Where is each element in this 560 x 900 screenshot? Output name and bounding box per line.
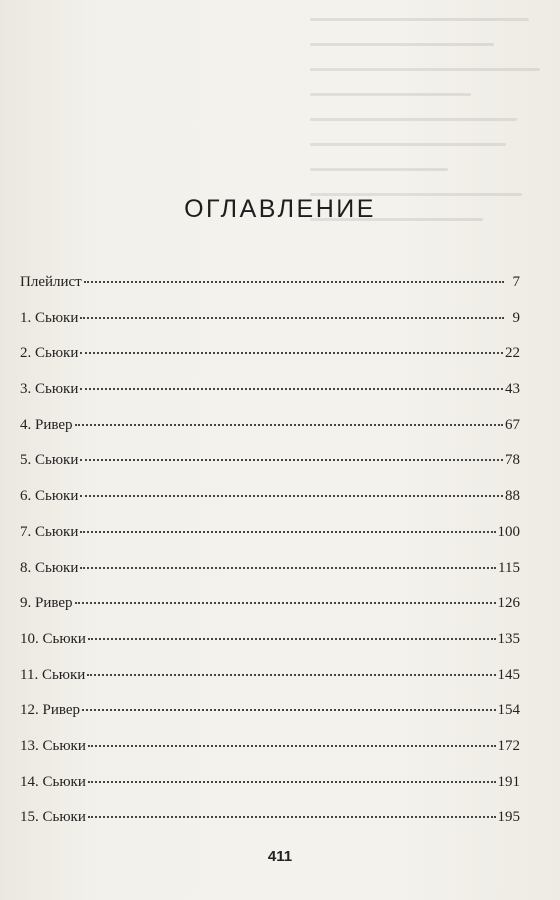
toc-entry-page: 22 — [505, 345, 520, 362]
dot-leader — [88, 745, 496, 747]
dot-leader — [82, 709, 495, 711]
dot-leader — [80, 352, 503, 354]
toc-entry-label: 1. Сьюки — [20, 309, 79, 326]
dot-leader — [88, 638, 496, 640]
toc-entry-page: 154 — [497, 702, 520, 719]
toc-entry-page: 88 — [505, 488, 520, 505]
dot-leader — [75, 602, 496, 604]
toc-entry-page: 67 — [505, 416, 520, 433]
toc-entry — [20, 774, 520, 810]
toc-entry — [20, 524, 520, 560]
toc-entry-label: 15. Сьюки — [20, 809, 86, 826]
dot-leader — [75, 424, 503, 426]
dot-leader — [80, 317, 504, 319]
toc-entry — [20, 809, 520, 845]
toc-entry-page: 115 — [498, 559, 520, 576]
toc-entry-label: 12. Ривер — [20, 702, 81, 719]
toc-entry-label: 3. Сьюки — [20, 381, 79, 398]
toc-entry-label: 4. Ривер — [20, 416, 73, 433]
toc-entry-label: 9. Ривер — [20, 595, 73, 612]
toc-entry-label: 7. Сьюки — [20, 523, 79, 540]
toc-entry — [20, 381, 520, 417]
toc-entry-page: 43 — [505, 381, 520, 398]
page-title: ОГЛАВЛЕНИЕ — [184, 195, 376, 223]
toc-entry-page: 145 — [497, 666, 520, 683]
dot-leader — [80, 388, 503, 390]
dot-leader — [87, 674, 495, 676]
dot-leader — [80, 459, 503, 461]
toc-entry-label: 8. Сьюки — [20, 559, 79, 576]
toc-entry-page: 100 — [497, 523, 520, 540]
dot-leader — [80, 531, 495, 533]
toc-entry — [20, 595, 520, 631]
dot-leader — [84, 281, 504, 283]
toc-entry — [20, 345, 520, 381]
dot-leader — [80, 495, 503, 497]
toc-entry-label: 2. Сьюки — [20, 345, 79, 362]
toc-entry-page: 195 — [497, 809, 520, 826]
toc-entry-page: 135 — [497, 630, 520, 647]
dot-leader — [88, 781, 496, 783]
toc-entry — [20, 274, 520, 310]
toc-entry-page: 172 — [497, 737, 520, 754]
toc-entry — [20, 452, 520, 488]
toc-entry — [20, 631, 520, 667]
toc-entry-label: 6. Сьюки — [20, 488, 79, 505]
toc-entry — [20, 310, 520, 346]
toc-entry — [20, 488, 520, 524]
dot-leader — [88, 816, 496, 818]
toc-entry — [20, 560, 520, 596]
show-through-text — [310, 18, 540, 268]
toc-entry — [20, 667, 520, 703]
toc-entry-label: 10. Сьюки — [20, 630, 86, 647]
page-number: 411 — [267, 848, 293, 865]
toc-entry-page: 78 — [505, 452, 520, 469]
toc-entry-page: 7 — [512, 274, 520, 290]
toc-entry-page: 191 — [497, 773, 520, 790]
toc-entry-label: Плейлист — [20, 274, 82, 290]
toc-entry-label: 5. Сьюки — [20, 452, 79, 469]
toc-entry-label: 14. Сьюки — [20, 773, 86, 790]
toc-entry-page: 126 — [497, 595, 520, 612]
toc-entry — [20, 702, 520, 738]
toc-entry — [20, 417, 520, 453]
toc-entry — [20, 738, 520, 774]
toc-entry-label: 11. Сьюки — [20, 666, 86, 683]
table-of-contents — [20, 274, 520, 845]
toc-entry-page: 9 — [512, 309, 520, 326]
dot-leader — [80, 567, 496, 569]
toc-entry-label: 13. Сьюки — [20, 737, 86, 754]
